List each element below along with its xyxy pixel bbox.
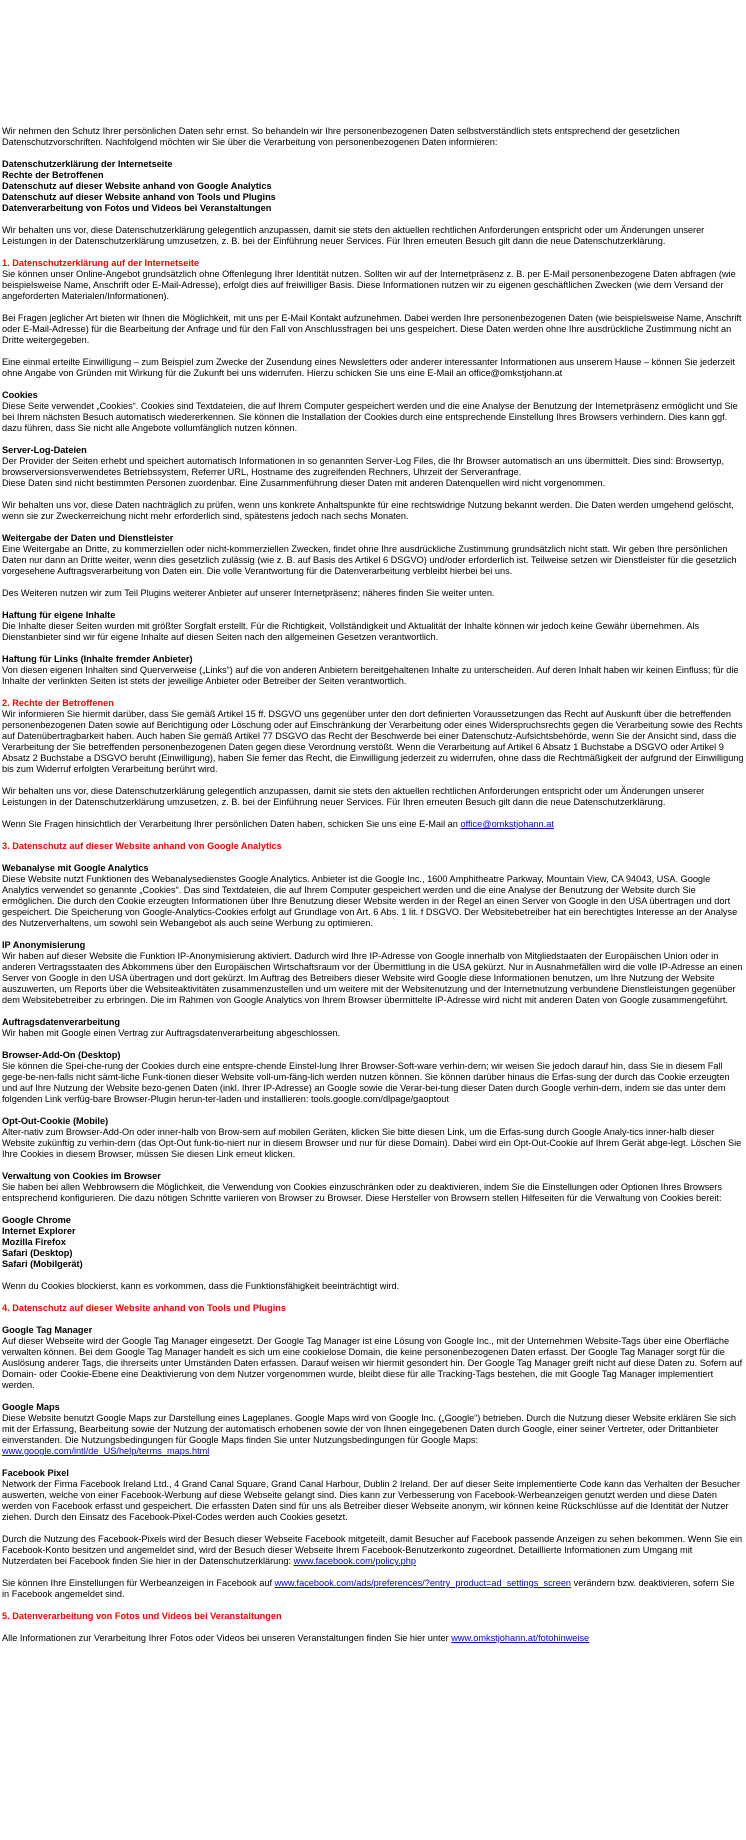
paragraph: Auf dieser Webseite wird der Google Tag Manager eingesetzt. Der Google Tag Manager ist eine Lösung von Google Inc., mit der Unternehmen Website-Tags über eine Oberfläche verwalten können. Bei dem Google Tag Manager handelt es sich um eine cookielose Domain, die keine personenbezogenen Daten erfasst. Der Google Tag Manager sorgt für die Auslösung anderer Tags, die ihrerseits unter Umständen Daten erfassen. Darauf weisen wir hiermit gesondert hin. Der Google Tag Manager greift nicht auf diese Daten zu. Sofern auf Domain- oder Cookie-Ebene eine Deaktivierung von dem Nutzer vorgenommen wurde, bleibt diese für alle Tracking-Tags bestehen, die mit Google Tag Manager implementiert werden. bbox=[2, 1336, 743, 1390]
section-3-title: 3. Datenschutz auf dieser Website anhand von Google Analytics bbox=[2, 841, 282, 851]
paragraph: Bei Fragen jeglicher Art bieten wir Ihnen die Möglichkeit, mit uns per E-Mail Kontakt aufzunehmen. Dabei werden Ihre personenbezogenen Daten (wie beispielsweise Name, Anschrift oder E-Mail-Adresse) für die Bearbeitung der Anfrage und für den Fall von Anschlussfragen bei uns gespeichert. Diese Daten werden ohne Ihre ausdrückliche Zustimmung nicht an Dritte weitergegeben. bbox=[2, 313, 742, 345]
fb-policy-text: Durch die Nutzung des Facebook-Pixels wird der Besuch dieser Webseite Facebook mitgeteilt, damit Besucher auf Facebook passende Anzeigen zu sehen bekommen. Wenn Sie ein Facebook-Konto besitzen und angemeldet sind, wird der Besuch dieser Webseite Ihrem Facebook-Benutzerkonto zugeordnet. Detaillierte Informationen zum Umgang mit Nutzerdaten bei Facebook finden Sie hier in der Datenschutzerklärung: bbox=[2, 1534, 743, 1566]
toc-item: Rechte der Betroffenen bbox=[2, 170, 104, 180]
links-liability-heading: Haftung für Links (Inhalte fremder Anbieter) bbox=[2, 654, 193, 664]
tag-manager-heading: Google Tag Manager bbox=[2, 1325, 93, 1335]
paragraph: Sie können die Spei-che-rung der Cookies durch eine entspre-chende Einstel-lung Ihrer Browser-Soft-ware verhin-dern; wir weisen Sie jedoch darauf hin, dass Sie in diesem Fall gege-be-nen-falls nicht sämt-liche Funk-tionen dieser Website voll-um-fäng-lich werden nutzen können. Sie können darüber hinaus die Erfas-sung der durch das Cookie erzeugten und auf Ihre Nutzung der Website bezo-genen Daten (inkl. Ihrer IP-Adresse) an Google sowie die Verar-bei-tung dieser Daten durch Google verhin-dern, indem sie das unter dem folgenden Link verfüg-bare Browser-Plugin herun-ter-laden und installieren: tools.google.com/dlpage/gaoptout bbox=[2, 1061, 730, 1104]
section-5-title: 5. Datenverarbeitung von Fotos und Videos bei Veranstaltungen bbox=[2, 1611, 282, 1621]
paragraph: Eine Weitergabe an Dritte, zu kommerziellen oder nicht-kommerziellen Zwecken, findet ohne Ihre ausdrückliche Zustimmung grundsätzlich nicht statt. Wir geben Ihre persönlichen Daten nur dann an Dritte weiter, wenn dies gesetzlich zulässig (wie z. B. auf Basis des Artikel 6 DSGVO) und/oder erforderlich ist. Teilweise setzen wir Dienstleister für die gesetzlich vorgesehene Auftragsverarbeitung von Daten ein. Die volle Verantwortung für die Datenverarbeitung verbleibt hierbei bei uns. bbox=[2, 544, 737, 576]
webanalysis-heading: Webanalyse mit Google Analytics bbox=[2, 863, 149, 873]
opt-out-block bbox=[2, 1116, 744, 1160]
section-2-title: 2. Rechte der Betroffenen bbox=[2, 698, 114, 708]
cookie-management-heading: Verwaltung von Cookies im Browser bbox=[2, 1171, 161, 1181]
facebook-pixel-block bbox=[2, 1468, 744, 1523]
paragraph: Des Weiteren nutzen wir zum Teil Plugins weiterer Anbieter auf unserer Internetpräsenz; näheres finden Sie weiter unten. bbox=[2, 588, 495, 598]
list-item: Google Chrome bbox=[2, 1215, 71, 1225]
data-sharing-heading: Weitergabe der Daten und Dienstleister bbox=[2, 533, 174, 543]
paragraph: Die Inhalte dieser Seiten wurden mit größter Sorgfalt erstellt. Für die Richtigkeit, Vollständigkeit und Aktualität der Inhalte können wir jedoch keine Gewähr übernehmen. Als Dienstanbieter sind wir für eigene Inhalte auf diesen Seiten nach den allgemeinen Gesetzen verantwortlich. bbox=[2, 621, 700, 642]
intro-paragraph: Wir nehmen den Schutz Ihrer persönlichen Daten sehr ernst. So behandeln wir Ihre personenbezogenen Daten selbstverständlich stets entsprechend der gesetzlichen Datenschutzvorschriften. Nachfolgend möchten wir Sie über die Verarbeitung von personenbezogenen Daten informieren: bbox=[2, 126, 680, 147]
cookie-management-block bbox=[2, 1171, 744, 1204]
opt-out-heading: Opt-Out-Cookie (Mobile) bbox=[2, 1116, 109, 1126]
paragraph: Diese Website benutzt Google Maps zur Darstellung eines Lageplanes. Google Maps wird von Google Inc. („Google“) betrieben. Durch die Nutzung dieser Website erklären Sie sich mit der Erfassung, Bearbeitung sowie der Nutzung der automatisch erhobenen sowie der von Ihnen eingegebenen Daten durch Google, einer seiner Vertreter, oder Drittanbieter einverstanden. Die Nutzungsbedingungen für Google Maps finden Sie unter Nutzungsbedingungen für Google Maps: bbox=[2, 1413, 737, 1445]
paragraph: Wir behalten uns vor, diese Datenschutzerklärung gelegentlich anzupassen, damit sie stets den aktuellen rechtlichen Anforderungen entspricht oder um Änderungen unserer Leistungen in der Datenschutzerklärung umzusetzen, z. B. bei der Einführung neuer Services. Für Ihren erneuten Besuch gilt dann die neue Datenschutzerklärung. bbox=[2, 786, 705, 807]
paragraph: Wir haben auf dieser Website die Funktion IP-Anonymisierung aktiviert. Dadurch wird Ihre IP-Adresse von Google innerhalb von Mitgliedstaaten der Europäischen Union oder in anderen Vertragsstaaten des Abkommens über den Europäischen Wirtschaftsraum vor der Übermittlung in die USA gekürzt. Nur in Ausnahmefällen wird die volle IP-Adresse an einen Server von Google in den USA übertragen und dort gekürzt. Im Auftrag des Betreibers dieser Website wird Google diese Informationen benutzen, um Ihre Nutzung der Website auszuwerten, um Reports über die Websiteaktivitäten zusammenzustellen und um weitere mit der Websitenutzung und der Internetnutzung verbundene Dienstleistungen gegenüber dem Websitebetreiber zu erbringen. Die im Rahmen von Google Analytics von Ihrem Browser übermittelte IP-Adresse wird nicht mit anderen Daten von Google zusammengeführt. bbox=[2, 951, 743, 1005]
order-processing-heading: Auftragsdatenverarbeitung bbox=[2, 1017, 120, 1027]
reserve-paragraph: Wir behalten uns vor, diese Datenschutzerklärung gelegentlich anzupassen, damit sie stets den aktuellen rechtlichen Anforderungen entspricht oder um Änderungen unserer Leistungen in der Datenschutzerklärung umzusetzen, z. B. bei der Einführung neuer Services. Für Ihren erneuten Besuch gilt dann die neue Datenschutzerklärung. bbox=[2, 225, 705, 246]
toc-item: Datenschutz auf dieser Website anhand von Tools und Plugins bbox=[2, 192, 276, 202]
contact-text: Wenn Sie Fragen hinsichtlich der Verarbeitung Ihrer persönlichen Daten haben, schicken Sie uns eine E-Mail an bbox=[2, 819, 461, 829]
list-item: Safari (Desktop) bbox=[2, 1248, 73, 1258]
paragraph: Wir haben mit Google einen Vertrag zur Auftragsdatenverarbeitung abgeschlossen. bbox=[2, 1028, 341, 1038]
list-item: Mozilla Firefox bbox=[2, 1237, 66, 1247]
browser-addon-heading: Browser-Add-On (Desktop) bbox=[2, 1050, 121, 1060]
ip-anonymization-block bbox=[2, 940, 744, 1006]
paragraph bbox=[2, 1633, 744, 1644]
paragraph: Sie haben bei allen Webbrowsern die Möglichkeit, die Verwendung von Cookies einzuschränken oder zu deaktivieren, indem Sie die Einstellungen oder Optionen Ihres Browsers entsprechend konfigurieren. Die dazu nötigen Schritte variieren von Browser zu Browser. Diese Hersteller von Browsern stellen Hilfeseiten für die Verwaltung von Cookies bereit: bbox=[2, 1182, 722, 1203]
browser-addon-block bbox=[2, 1050, 744, 1105]
photo-info-link[interactable]: www.omkstjohann.at/fotohinweise bbox=[451, 1633, 590, 1643]
contact-email-link[interactable]: office@omkstjohann.at bbox=[460, 819, 554, 829]
paragraph: Alter-nativ zum Browser-Add-On oder inner-halb von Brow-sern auf mobilen Geräten, klicken Sie bitte diesen Link, um die Erfas-sung durch Google Analy-tics inner-halb dieser Website zukünftig zu verhin-dern (das Opt-Out funk-tio-niert nur in diesem Browser und nur für diese Domain). Dabei wird ein Opt-Out-Cookie auf Ihrem Gerät abge-legt. Löschen Sie Ihre Cookies in diesem Browser, müssen Sie diesen Link erneut klicken. bbox=[2, 1127, 742, 1159]
links-liability-block bbox=[2, 654, 744, 687]
facebook-policy-link[interactable]: www.facebook.com/policy.php bbox=[293, 1556, 417, 1566]
paragraph bbox=[2, 1578, 744, 1600]
paragraph bbox=[2, 1534, 744, 1567]
toc-item: Datenschutz auf dieser Website anhand von Google Analytics bbox=[2, 181, 272, 191]
paragraph: Wir behalten uns vor, diese Daten nachträglich zu prüfen, wenn uns konkrete Anhaltspunkte für eine rechtswidrige Nutzung bekannt werden. Die Daten werden umgehend gelöscht, wenn sie zur Zweckerreichung nicht mehr erforderlich sind, spätestens jedoch nach sechs Monaten. bbox=[2, 500, 734, 521]
section-4-title: 4. Datenschutz auf dieser Website anhand von Tools und Plugins bbox=[2, 1303, 286, 1313]
facebook-pixel-heading: Facebook Pixel bbox=[2, 1468, 69, 1478]
order-processing-block bbox=[2, 1017, 744, 1039]
paragraph: Wenn du Cookies blockierst, kann es vorkommen, dass die Funktionsfähigkeit beeinträchtigt wird. bbox=[2, 1281, 400, 1291]
google-maps-terms-link[interactable]: www.google.com/intl/de_US/help/terms_maps.html bbox=[2, 1446, 210, 1456]
google-maps-heading: Google Maps bbox=[2, 1402, 60, 1412]
contact-paragraph bbox=[2, 819, 744, 830]
table-of-contents bbox=[2, 159, 744, 214]
paragraph: Wir informieren Sie hiermit darüber, dass Sie gemäß Artikel 15 ff. DSGVO uns gegenüber unter den dort definierten Voraussetzungen das Recht auf Auskunft über die betreffenden personenbezogenen Daten sowie auf Berichtigung oder Löschung oder auf Einschränkung der Verarbeitung oder eines Widerspruchsrechts gegen die Verarbeitung sowie des Rechts auf Datenübertragbarkeit haben. Auch haben Sie gemäß Artikel 77 DSGVO das Recht der Beschwerde bei einer Datenschutz-Aufsichtsbehörde, wenn Sie der Ansicht sind, dass die Verarbeitung der Sie betreffenden personenbezogenen Daten gegen diese Verordnung verstößt. Wenn die Verarbeitung auf Artikel 6 Absatz 1 Buchstabe a DSGVO oder Artikel 9 Absatz 2 Buchstabe a DSGVO beruht (Einwilligung), haben Sie ferner das Recht, die Einwilligung jederzeit zu widerrufen, ohne dass die Rechtmäßigkeit der aufgrund der Einwilligung bis zum Widerruf erfolgten Verarbeitung berührt wird. bbox=[2, 709, 744, 774]
toc-item: Datenverarbeitung von Fotos und Videos bei Veranstaltungen bbox=[2, 203, 272, 213]
data-sharing-block bbox=[2, 533, 744, 577]
paragraph: Diese Seite verwendet „Cookies“. Cookies sind Textdateien, die auf Ihrem Computer gespeichert werden und die eine Analyse der Benutzung der Internetpräsenz ermöglicht und Sie bei Ihrem nächsten Besuch automatisch wiedererkennen. Sie können die Installation der Cookies durch eine entsprechende Einstellung Ihres Browsers verhindern. Dies kann ggf. dazu führen, dass Sie nicht alle Angebote vollumfänglich nutzen können. bbox=[2, 401, 738, 433]
toc-item: Datenschutzerklärung der Internetseite bbox=[2, 159, 173, 169]
paragraph: Diese Website nutzt Funktionen des Webanalysedienstes Google Analytics. Anbieter ist die Google Inc., 1600 Amphitheatre Parkway, Mountain View, CA 94043, USA. Google Analytics verwendet so genannte „Cookies“. Das sind Textdateien, die auf Ihrem Computer gespeichert werden und die eine Analyse der Benutzung der Website durch Sie ermöglichen. Die durch den Cookie erzeugten Informationen über Ihre Benutzung dieser Website werden in der Regel an einen Server von Google in den USA übertragen und dort gespeichert. Die Speicherung von Google-Analytics-Cookies erfolgt auf Grundlage von Art. 6 Abs. 1 lit. f DSGVO. Der Websitebetreiber hat ein berechtigtes Interesse an der Analyse des Nutzerverhaltens, um sowohl sein Webangebot als auch seine Werbung zu optimieren. bbox=[2, 874, 738, 928]
facebook-ad-settings-link[interactable]: www.facebook.com/ads/preferences/?entry_product=ad_settings_screen bbox=[274, 1578, 572, 1588]
paragraph: Diese Daten sind nicht bestimmten Personen zuordenbar. Eine Zusammenführung dieser Daten mit anderen Datenquellen wird nicht vorgenommen. bbox=[2, 478, 606, 488]
list-item: Safari (Mobilgerät) bbox=[2, 1259, 83, 1269]
google-maps-block bbox=[2, 1402, 744, 1457]
ip-anonymization-heading: IP Anonymisierung bbox=[2, 940, 86, 950]
paragraph: Der Provider der Seiten erhebt und speichert automatisch Informationen in so genannten Server-Log Files, die Ihr Browser automatisch an uns übermittelt. Dies sind: Browsertyp, browserversionsverwendetes Betriebssystem, Referrer URL, Hostname des zugreifenden Rechners, Uhrzeit der Serveranfrage. bbox=[2, 456, 725, 477]
server-log-block bbox=[2, 445, 744, 489]
cookies-heading: Cookies bbox=[2, 390, 38, 400]
fb-settings-text-end: verändern bzw. deaktivieren, sofern Sie in Facebook angemeldet sind. bbox=[2, 1578, 735, 1599]
own-content-heading: Haftung für eigene Inhalte bbox=[2, 610, 116, 620]
section-1-title: 1. Datenschutzerklärung auf der Internetseite bbox=[2, 258, 200, 268]
photo-info-text: Alle Informationen zur Verarbeitung Ihrer Fotos oder Videos bei unseren Veranstaltungen finden Sie hier unter bbox=[2, 1633, 452, 1643]
paragraph: Sie können unser Online-Angebot grundsätzlich ohne Offenlegung Ihrer Identität nutzen. Sollten wir auf der Internetpräsenz z. B. per E-Mail personenbezogene Daten abfragen (wie beispielsweise Name, Anschrift oder E-Mail-Adresse), erfolgt dies auf freiwilliger Basis. Diese Informationen nutzen wir zu eigenen geschäftlichen Zwecken (wie dem Versand der angeforderten Materialen/Informationen). bbox=[2, 269, 736, 301]
list-item: Internet Explorer bbox=[2, 1226, 76, 1236]
tag-manager-block bbox=[2, 1325, 744, 1391]
paragraph: Von diesen eigenen Inhalten sind Querverweise („Links“) auf die von anderen Anbietern bereitgehaltenen Inhalte zu unterscheiden. Auf deren Inhalt haben wir keinen Einfluss; für die Inhalte der verlinkten Seiten ist stets der jeweilige Anbieter oder Betreiber der Seiten verantwortlich. bbox=[2, 665, 739, 686]
own-content-block bbox=[2, 610, 744, 643]
webanalysis-block bbox=[2, 863, 744, 929]
paragraph: Network der Firma Facebook Ireland Ltd., 4 Grand Canal Square, Grand Canal Harbour, Dublin 2 Ireland. Der auf dieser Seite implementierte Code kann das Verhalten der Besucher auswerten, welche von einer Facebook-Werbung auf diese Webseite gelangt sind. Dies kann zur Verbesserung von Facebook-Werbeanzeigen genutzt werden und diese Daten werden von Facebook erfasst und gespeichert. Die erfassten Daten sind für uns als Betreiber dieser Webseite anonym, wir können keine Rückschlüsse auf die Identität der Nutzer ziehen. Durch den Einsatz des Facebook-Pixel-Codes werden auch Cookies gesetzt. bbox=[2, 1479, 740, 1522]
server-log-heading: Server-Log-Dateien bbox=[2, 445, 87, 455]
fb-settings-text: Sie können Ihre Einstellungen für Werbeanzeigen in Facebook auf bbox=[2, 1578, 275, 1588]
cookies-block bbox=[2, 390, 744, 434]
browser-list bbox=[2, 1215, 744, 1270]
paragraph: Eine einmal erteilte Einwilligung – zum Beispiel zum Zwecke der Zusendung eines Newsletters oder anderer interessanter Informationen aus unserem Hause – können Sie jederzeit ohne Angabe von Gründen mit Wirkung für die Zukunft bei uns widerrufen. Hierzu schicken Sie uns eine E-Mail an office@omkstjohann.at bbox=[2, 357, 735, 378]
